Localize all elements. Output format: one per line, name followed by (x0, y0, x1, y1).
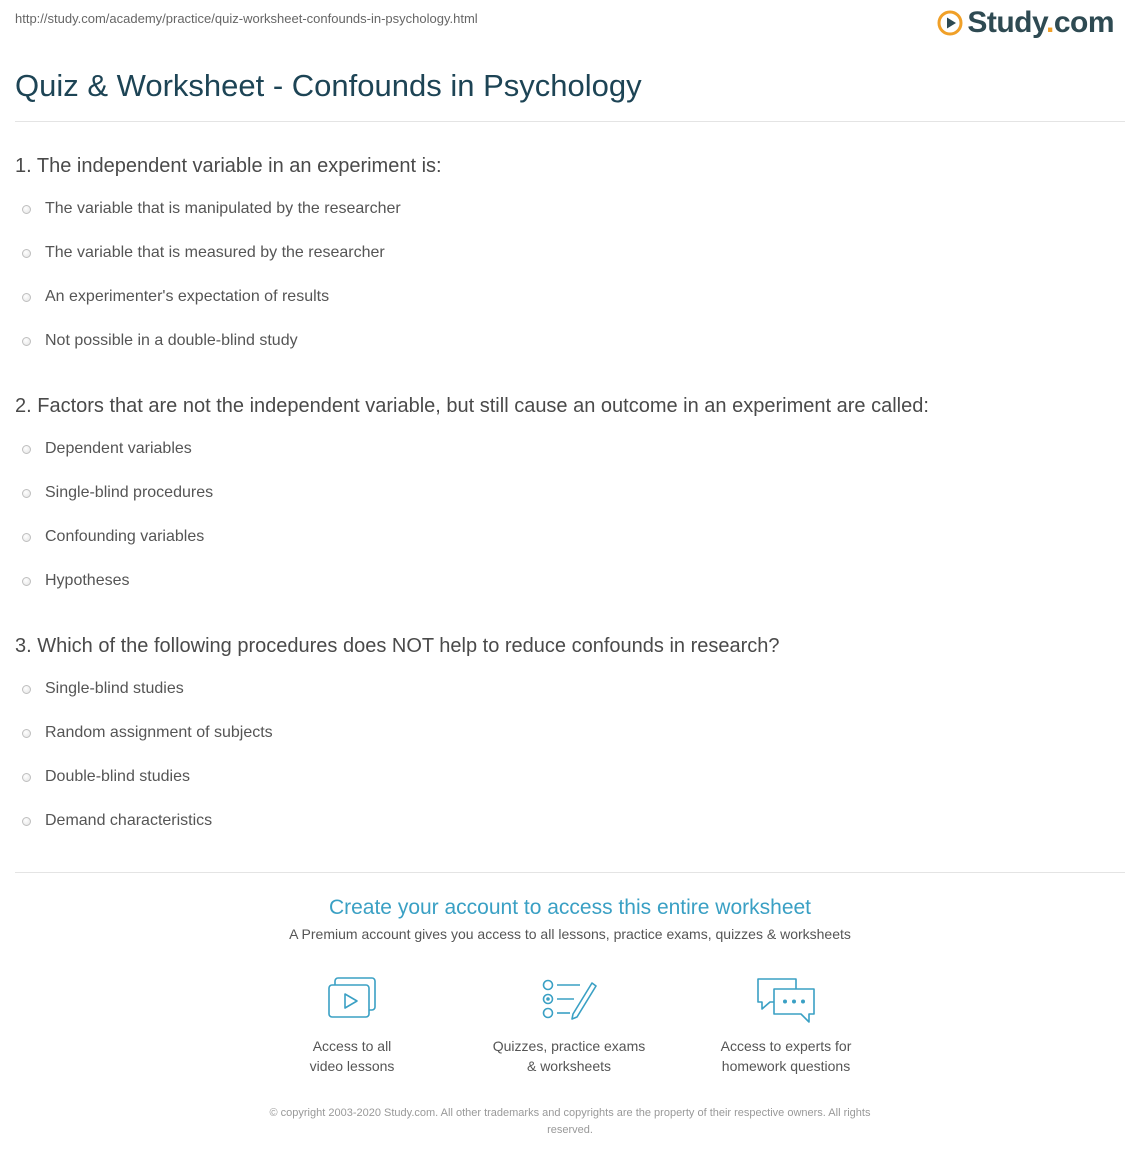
option-label: Single-blind studies (45, 680, 184, 697)
option-label: Single-blind procedures (45, 484, 214, 501)
quiz-checklist-icon (540, 976, 598, 1022)
option-label: Demand characteristics (45, 812, 213, 829)
page-title: Quiz & Worksheet - Confounds in Psychology (15, 68, 642, 103)
radio-button[interactable] (22, 729, 31, 738)
title-divider (15, 121, 1125, 122)
feature-experts (686, 976, 886, 1076)
study-logo-icon (937, 10, 963, 36)
question-2-option-3[interactable] (22, 528, 204, 546)
question-2-option-1[interactable] (22, 440, 192, 458)
option-label: Random assignment of subjects (45, 724, 273, 741)
radio-button[interactable] (22, 577, 31, 586)
copyright-notice: © copyright 2003-2020 Study.com. All other trademarks and copyrights are the property of their respective owners. All rights reserved. (269, 1107, 871, 1136)
question-3-option-1[interactable] (22, 680, 184, 698)
radio-button[interactable] (22, 817, 31, 826)
question-3-option-4[interactable] (22, 812, 212, 830)
feature-experts-label: Access to experts for homework questions (720, 1038, 852, 1074)
question-1-option-1[interactable] (22, 200, 401, 218)
question-2-option-2[interactable] (22, 484, 213, 502)
feature-video-lessons-label: Access to all video lessons (309, 1038, 395, 1074)
create-account-link[interactable]: Create your account to access this entire worksheet (328, 896, 812, 919)
option-label: Hypotheses (45, 572, 130, 589)
question-1-text: 1. The independent variable in an experiment is: (15, 155, 442, 177)
question-3-text: 3. Which of the following procedures does NOT help to reduce confounds in research? (15, 635, 780, 657)
question-1-option-4[interactable] (22, 332, 298, 350)
radio-button[interactable] (22, 489, 31, 498)
premium-description: A Premium account gives you access to all lessons, practice exams, quizzes & worksheets (289, 926, 851, 942)
option-label: The variable that is measured by the researcher (45, 244, 385, 261)
option-label: Double-blind studies (45, 768, 190, 785)
chat-bubbles-icon (754, 976, 818, 1028)
question-1-option-2[interactable] (22, 244, 385, 262)
radio-button[interactable] (22, 337, 31, 346)
option-label: Dependent variables (45, 440, 192, 457)
radio-button[interactable] (22, 205, 31, 214)
question-2-option-4[interactable] (22, 572, 130, 590)
option-label: The variable that is manipulated by the researcher (45, 200, 401, 217)
radio-button[interactable] (22, 685, 31, 694)
page-url: http://study.com/academy/practice/quiz-worksheet-confounds-in-psychology.html (15, 11, 478, 26)
study-logo[interactable] (937, 6, 1114, 40)
question-3-option-2[interactable] (22, 724, 273, 742)
option-label: An experimenter's expectation of results (45, 288, 330, 305)
question-1-option-3[interactable] (22, 288, 329, 306)
radio-button[interactable] (22, 293, 31, 302)
feature-video-lessons (252, 976, 452, 1076)
feature-quizzes (469, 976, 669, 1076)
feature-quizzes-label: Quizzes, practice exams & worksheets (492, 1038, 646, 1074)
option-label: Not possible in a double-blind study (45, 332, 298, 349)
study-logo-text: Study.com (967, 6, 1114, 39)
video-lessons-icon (326, 976, 378, 1022)
cta-divider (15, 872, 1125, 873)
option-label: Confounding variables (45, 528, 205, 545)
radio-button[interactable] (22, 445, 31, 454)
radio-button[interactable] (22, 773, 31, 782)
question-3-option-3[interactable] (22, 768, 190, 786)
question-2-text: 2. Factors that are not the independent variable, but still cause an outcome in an experiment are called: (15, 395, 929, 417)
radio-button[interactable] (22, 249, 31, 258)
radio-button[interactable] (22, 533, 31, 542)
